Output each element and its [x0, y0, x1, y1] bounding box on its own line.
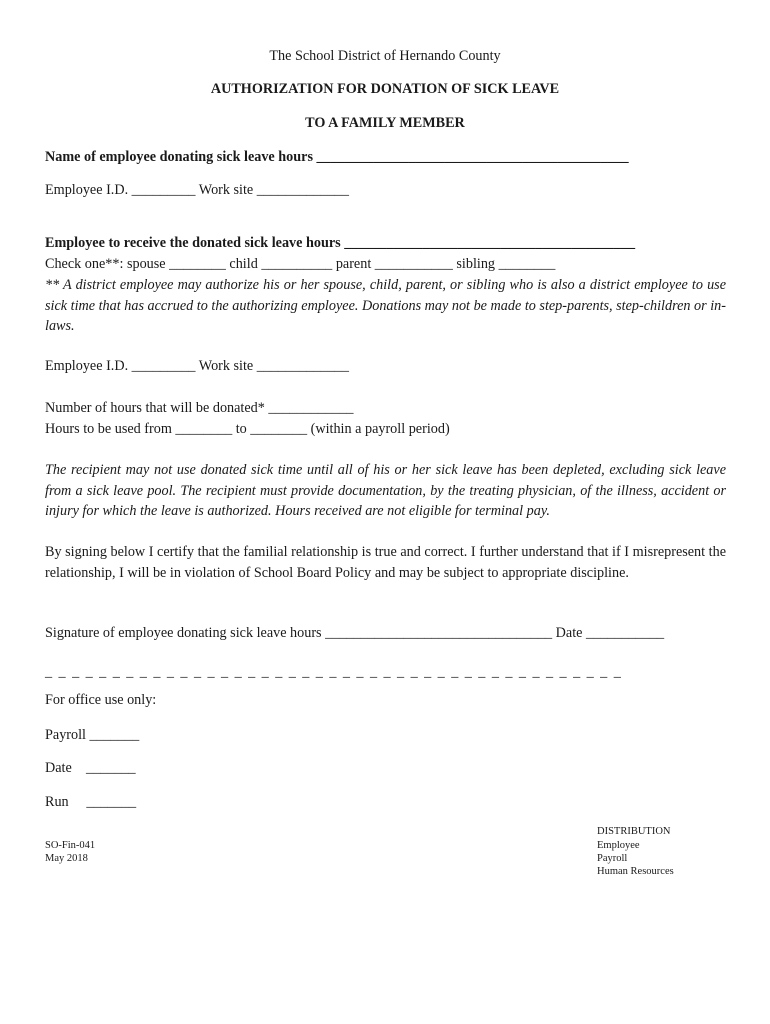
- form-number: SO-Fin-041: [45, 840, 96, 851]
- signature-date-field[interactable]: Signature of employee donating sick leave hours ________________________________ Date ___________: [45, 625, 665, 641]
- distribution-item-hr: Human Resources: [597, 866, 674, 877]
- office-date-field[interactable]: Date _______: [45, 760, 136, 776]
- office-run-field[interactable]: Run _______: [45, 794, 137, 810]
- relationship-check-field[interactable]: Check one**: spouse ________ child __________ parent ___________ sibling ________: [45, 256, 556, 272]
- form-title-line2: TO A FAMILY MEMBER: [305, 115, 465, 131]
- certification-text: By signing below I certify that the familial relationship is true and correct. I further understand that if I misrepresent the relationship, I will be in violation of School Board Policy and may be subject to appropriate discipline.: [45, 544, 726, 581]
- cut-line-divider: _ _ _ _ _ _ _ _ _ _ _ _ _ _ _ _ _ _ _ _ _ _ _ _ _ _ _ _ _ _ _ _ _ _ _ _ _ _ _ _ _ _ _: [45, 664, 623, 680]
- distribution-item-payroll: Payroll: [597, 853, 628, 864]
- distribution-item-employee: Employee: [597, 840, 640, 851]
- district-name: The School District of Hernando County: [269, 48, 501, 64]
- form-revision-date: May 2018: [45, 853, 88, 864]
- recipient-name-field[interactable]: Employee to receive the donated sick leave hours _________________________________________: [45, 235, 636, 251]
- form-title-line1: AUTHORIZATION FOR DONATION OF SICK LEAVE: [210, 81, 560, 97]
- recipient-rules-note: The recipient may not use donated sick time until all of his or her sick leave has been depleted, excluding sick leave from a sick leave pool. The recipient must provide documentation, by the treating physician, of the illness, accident or injury for which the leave is authorized. Hours received are not eligible for terminal pay.: [45, 462, 726, 519]
- donor-name-field[interactable]: Name of employee donating sick leave hours ____________________________________________: [45, 149, 629, 165]
- office-payroll-field[interactable]: Payroll _______: [45, 727, 140, 743]
- relationship-note: ** A district employee may authorize his or her spouse, child, parent, or sibling who is also a district employee to use sick time that has accrued to the authorizing employee. Donations may not be made to step-parents, step-children or in-laws.: [45, 277, 726, 334]
- distribution-heading: DISTRIBUTION: [597, 826, 671, 837]
- donor-id-worksite-field[interactable]: Employee I.D. _________ Work site _____________: [45, 182, 349, 198]
- hours-donated-field[interactable]: Number of hours that will be donated* ____________: [45, 400, 354, 416]
- hours-used-field[interactable]: Hours to be used from ________ to ________ (within a payroll period): [45, 421, 450, 437]
- recipient-id-worksite-field[interactable]: Employee I.D. _________ Work site _____________: [45, 358, 349, 374]
- office-use-heading: For office use only:: [45, 692, 157, 708]
